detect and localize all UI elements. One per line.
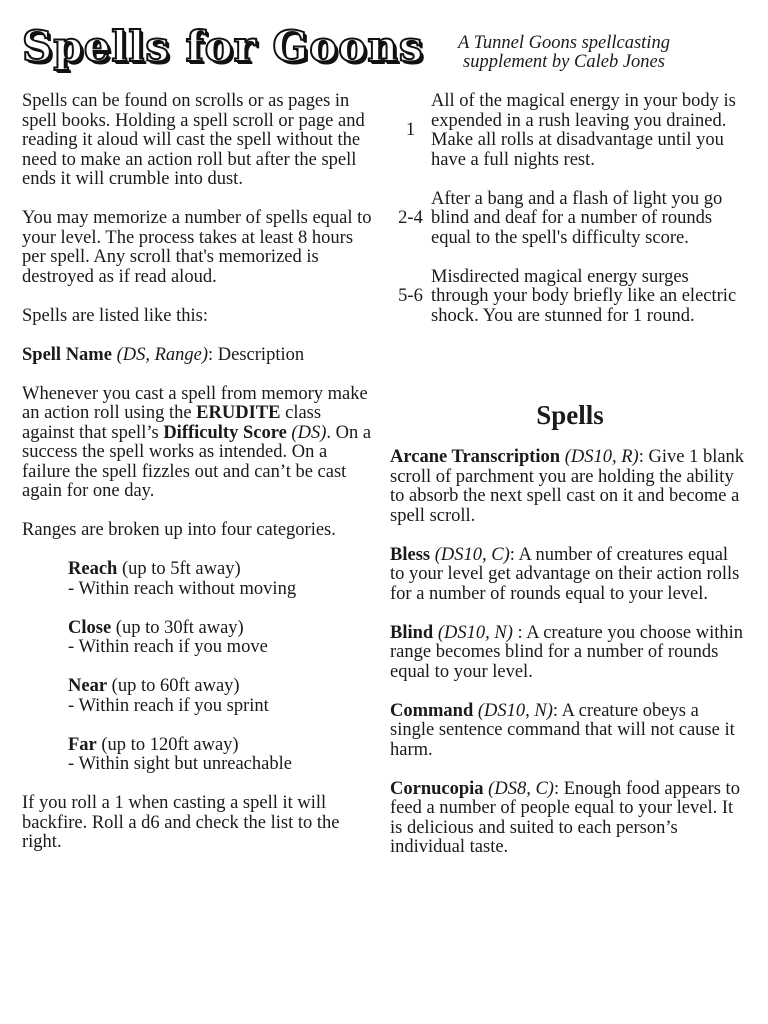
format-params: (DS, Range) (116, 344, 209, 365)
backfire-row (390, 190, 750, 249)
intro-paragraph-scrolls: Spells can be found on scrolls or as pages in spell books. Holding a spell scroll or page and reading it aloud will cast the spell without the need to make an action roll but after the spell ends it will crumble into dust. (22, 91, 365, 189)
spell-params: (DS10, R) (564, 447, 639, 467)
format-name: Spell Name (22, 344, 112, 365)
casting-text-4: . On a success the spell works as intended. On a failure the spell fizzles out and can’t be cast again for one day. (22, 422, 372, 501)
casting-text-1: Whenever you cast a spell from memory make an action roll using the (22, 383, 368, 423)
range-name: Near (68, 676, 108, 696)
spell-description: : A creature you choose within range becomes blind for a number of rounds equal to your level. (390, 622, 744, 682)
backfire-effect: All of the magical energy in your body is expended in a rush leaving you drained. Make all rolls at disadvantage until you have a full nights rest. (431, 91, 736, 170)
range-name: Close (68, 617, 112, 638)
intro-column (22, 92, 374, 872)
spells-heading: Spells (536, 400, 604, 430)
backfire-row (390, 92, 750, 170)
range-name: Reach (68, 559, 118, 579)
range-item-close (68, 619, 374, 658)
casting-text-2: class against that spell’s (22, 403, 322, 443)
range-item-near (68, 677, 374, 716)
ds-abbrev: (DS) (291, 422, 327, 443)
spell-entry-command (390, 702, 746, 761)
range-description: - Within reach if you sprint (68, 695, 269, 716)
spell-params: (DS8, C) (488, 778, 554, 799)
spell-description: : Enough food appears to feed a number of people equal to your level. It is delicious and suited to each person’s individual taste. (390, 778, 740, 857)
spell-name: Command (390, 700, 474, 721)
spell-description: : A creature obeys a single sentence command that will not cause it harm. (390, 700, 735, 760)
spell-name: Arcane Transcription (390, 447, 561, 467)
range-distance: (up to 30ft away) (111, 617, 244, 638)
backfire-roll: 2-4 (398, 208, 423, 228)
intro-paragraph-memorize: You may memorize a number of spells equal to your level. The process takes at least 8 hours per spell. Any scroll that's memorized is destroyed as if read aloud. (22, 208, 372, 287)
range-item-far (68, 736, 374, 775)
range-distance: (up to 60ft away) (107, 676, 240, 696)
intro-paragraph-format: Spells are listed like this: (22, 305, 209, 326)
backfire-effect: Misdirected magical energy surges through your body briefly like an electric shock. You are stunned for 1 round. (431, 266, 737, 326)
spell-format-example (22, 346, 374, 366)
backfire-table (390, 92, 750, 346)
spell-entry-bless (390, 546, 746, 605)
subtitle-line-2: supplement by Caleb Jones (463, 52, 665, 72)
spell-list (390, 448, 746, 877)
page-title: Spells for Goons (22, 22, 424, 71)
subtitle-line-1: A Tunnel Goons spellcasting (458, 33, 670, 53)
spell-params: (DS10, N) (477, 700, 553, 721)
range-distance: (up to 5ft away) (117, 559, 241, 579)
intro-paragraph-casting (22, 385, 374, 502)
range-name: Far (68, 734, 97, 755)
format-description: : Description (208, 344, 305, 365)
subtitle (414, 34, 714, 72)
spell-entry-cornucopia (390, 780, 746, 858)
range-description: - Within sight but unreachable (68, 754, 292, 774)
range-description: - Within reach if you move (68, 637, 268, 657)
backfire-effect: After a bang and a flash of light you go blind and deaf for a number of rounds equal to the spell's difficulty score. (431, 188, 723, 248)
range-item-reach (68, 560, 374, 599)
spell-params: (DS10, C) (434, 544, 510, 565)
spell-description: : Give 1 blank scroll of parchment you are holding the ability to absorb the next spell cast on it and become a spell scroll. (390, 447, 745, 526)
range-description: - Within reach without moving (68, 578, 297, 599)
spell-description: : A number of creatures equal to your level get advantage on their action rolls for a number of rounds equal to your level. (390, 544, 740, 604)
backfire-row (390, 268, 750, 327)
range-distance: (up to 120ft away) (96, 734, 239, 755)
backfire-roll: 5-6 (398, 286, 423, 306)
spell-entry-arcane-transcription (390, 448, 746, 526)
intro-paragraph-backfire: If you roll a 1 when casting a spell it will backfire. Roll a d6 and check the list to the right. (22, 793, 340, 852)
spell-params: (DS10, N) (437, 622, 513, 643)
range-list (22, 560, 374, 775)
spell-name: Bless (390, 544, 431, 565)
spell-name: Cornucopia (390, 778, 484, 799)
backfire-roll: 1 (405, 120, 416, 141)
erudite-term: ERUDITE (196, 403, 281, 423)
difficulty-score-term: Difficulty Score (163, 422, 287, 443)
intro-paragraph-ranges: Ranges are broken up into four categories. (22, 520, 336, 540)
spell-entry-blind (390, 624, 746, 683)
spell-name: Blind (390, 622, 434, 643)
